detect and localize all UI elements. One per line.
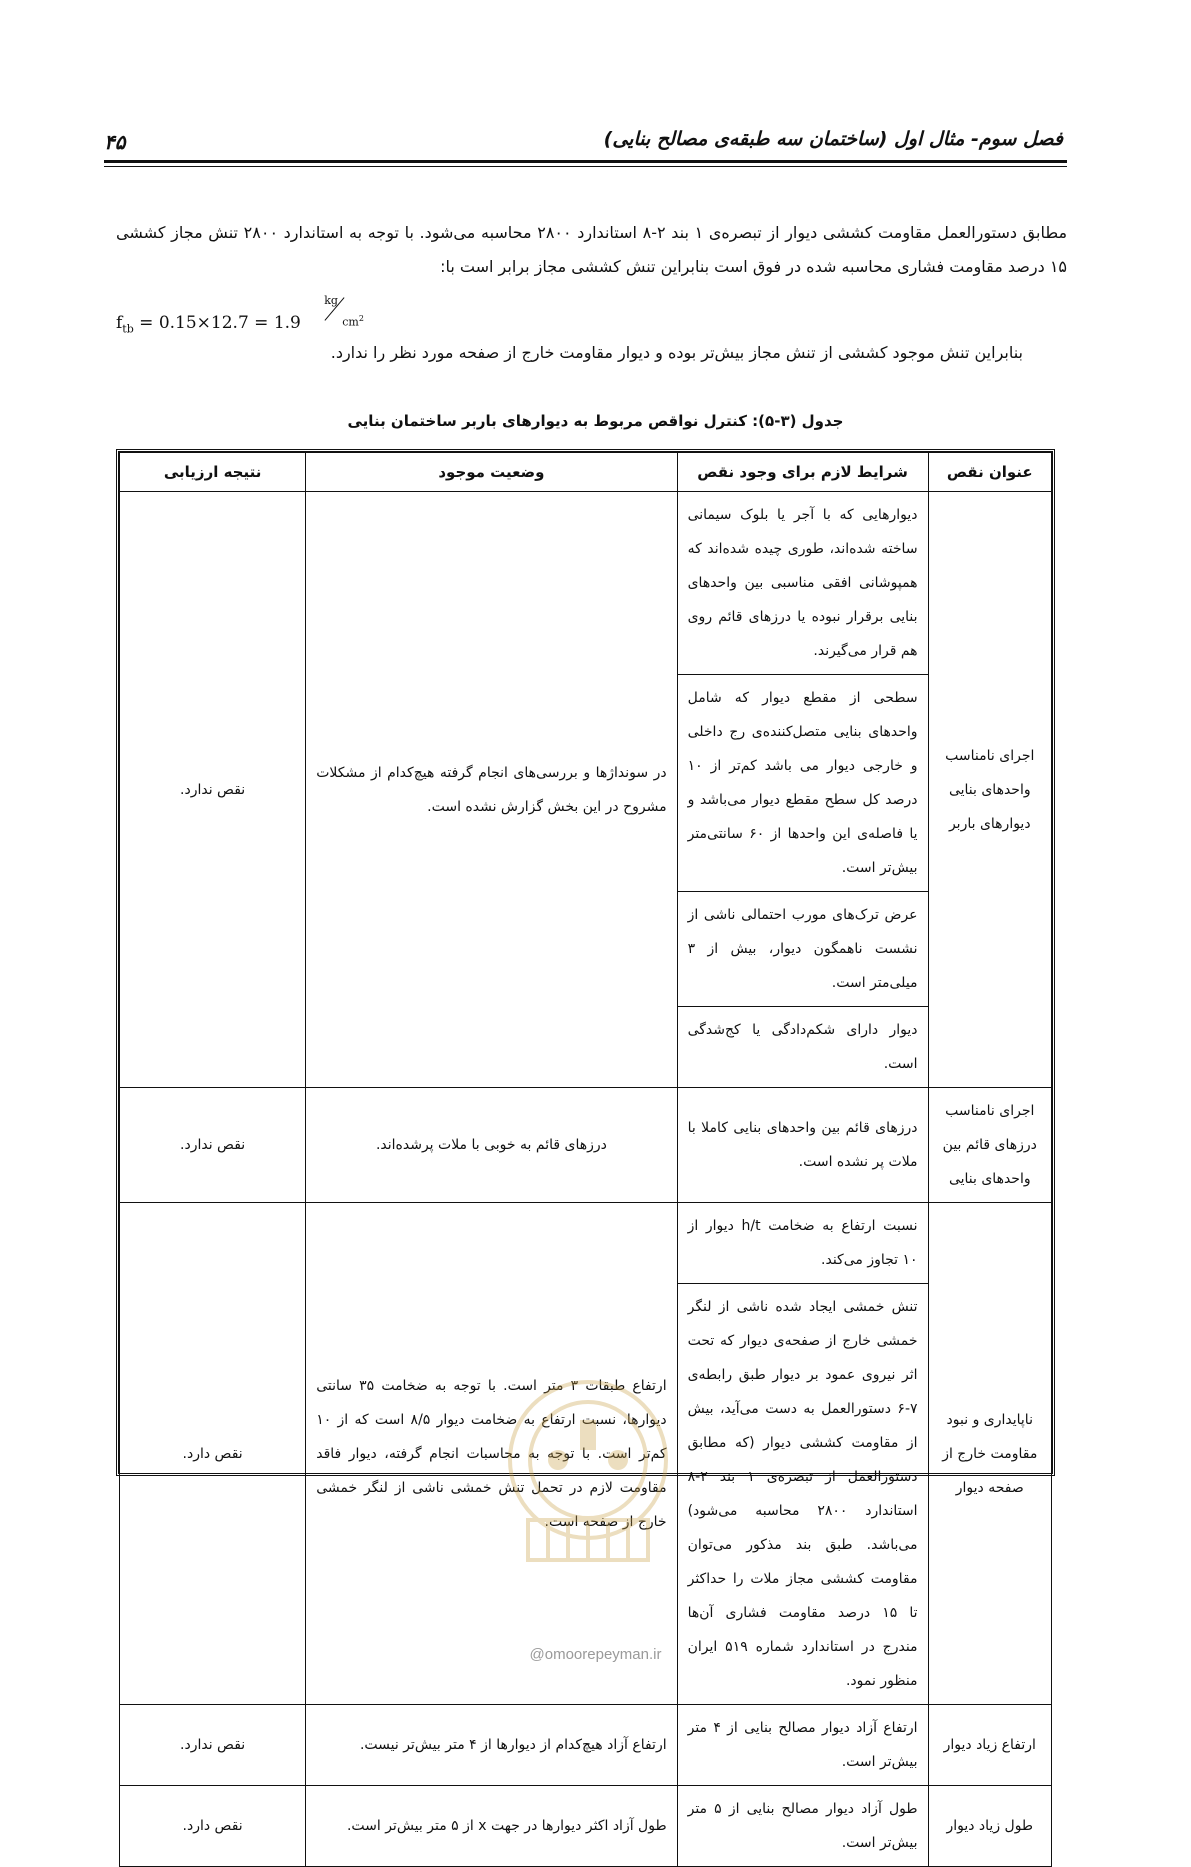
row-conditions: درزهای قائم بین واحدهای بنایی کاملا با ملات پر نشده است. bbox=[677, 1088, 928, 1203]
formula-expression: = 0.15×12.7 = 1.9 bbox=[133, 313, 301, 333]
row-status: ارتفاع آزاد هیچ‌کدام از دیوارها از ۴ متر بیش‌تر نیست. bbox=[306, 1705, 677, 1786]
row-title: ارتفاع زیاد دیوار bbox=[928, 1705, 1051, 1786]
condition-item: تنش خمشی ایجاد شده ناشی از لنگر خمشی خارج از صفحه‌ی دیوار که تحت اثر نیروی عمود بر دیوار طبق رابطه‌ی ۷-۶ دستورالعمل به دست می‌آید، بیش از مقاومت کششی دیوار (که مطابق دستورالعمل از تبصره‌ی ۱ بند ۲-۸ استاندارد ۲۸۰۰ محاسبه می‌شود) می‌باشد. طبق بند مذکور می‌توان مقاومت کششی مجاز ملات را حداکثر تا ۱۵ درصد مقاومت فشاری آن‌ها مندرج در استاندارد شماره ۵۱۹ ایران منظور نمود. bbox=[687, 1299, 918, 1689]
footer-website: @omoorepeyman.ir bbox=[529, 1646, 662, 1663]
row-title: ناپایداری و نبود مقاومت خارج از صفحه دیوار bbox=[928, 1203, 1051, 1705]
row-title: طول زیاد دیوار bbox=[928, 1786, 1051, 1867]
row-status: ارتفاع طبقات ۳ متر است. با توجه به ضخامت ۳۵ سانتی دیوارها، نسبت ارتفاع به ضخامت دیوار ۸/۵ است که از ۱۰ کم‌تر است. با توجه به محاسبات انجام گرفته، دیوار فاقد مقاومت لازم در تحمل تنش خمشی ناشی از لنگر خمشی خارج از صفحه است. bbox=[306, 1203, 677, 1705]
header-rule bbox=[104, 160, 1067, 163]
body-paragraph-1: مطابق دستورالعمل مقاومت کششی دیوار از تبصره‌ی ۱ بند ۲-۸ استاندارد ۲۸۰۰ محاسبه می‌شود. با توجه به استاندارد ۲۸۰۰ تنش مجاز کششی ۱۵ درصد مقاومت فشاری محاسبه شده در فوق است بنابراین تنش کششی مجاز برابر است با: bbox=[116, 223, 1068, 276]
page-number: ۴۵ bbox=[104, 130, 126, 154]
row-result: نقص دارد. bbox=[120, 1786, 306, 1867]
condition-item: دیوار دارای شکم‌دادگی یا کج‌شدگی است. bbox=[687, 1022, 918, 1072]
row-title: اجرای نامناسب درزهای قائم بین واحدهای بنایی bbox=[928, 1088, 1051, 1203]
row-status: درزهای قائم به خوبی با ملات پرشده‌اند. bbox=[306, 1088, 677, 1203]
row-result: نقص ندارد. bbox=[120, 492, 306, 1088]
unit-denominator-exponent: 2 bbox=[358, 314, 364, 323]
header-conditions: شرایط لازم برای وجود نقص bbox=[677, 453, 928, 492]
table-row bbox=[120, 1786, 1052, 1867]
tensile-stress-formula bbox=[116, 294, 366, 336]
unit-numerator: kg bbox=[324, 294, 338, 307]
condition-item: دیوارهایی که با آجر یا بلوک سیمانی ساخته شده‌اند، طوری چیده شده‌اند که همپوشانی افقی مناسبی بین واحدهای بنایی برقرار نبوده یا درزهای قائم روی هم قرار می‌گیرند. bbox=[678, 492, 928, 675]
condition-item: عرض ترک‌های مورب احتمالی ناشی از نشست ناهمگون دیوار، بیش از ۳ میلی‌متر است. bbox=[678, 892, 928, 1007]
table-row bbox=[120, 1088, 1052, 1203]
row-status: طول آزاد اکثر دیوارها در جهت x از ۵ متر بیش‌تر است. bbox=[306, 1786, 677, 1867]
formula-symbol: f bbox=[116, 313, 123, 333]
header-deficiency-title: عنوان نقص bbox=[928, 453, 1051, 492]
table-row bbox=[120, 1705, 1052, 1786]
row-result: نقص دارد. bbox=[120, 1203, 306, 1705]
table-header-row bbox=[120, 453, 1052, 492]
row-conditions bbox=[677, 1203, 928, 1705]
header-current-status: وضعیت موجود bbox=[306, 453, 677, 492]
formula-unit bbox=[322, 294, 366, 330]
unit-denominator bbox=[342, 314, 364, 329]
condition-item: سطحی از مقطع دیوار که شامل واحدهای بنایی متصل‌کننده‌ی رج داخلی و خارجی دیوار می باشد کم‌تر از ۱۰ درصد کل سطح مقطع دیوار می‌باشد و یا فاصله‌ی این واحدها از ۶۰ سانتی‌متر بیش‌تر است. bbox=[678, 675, 928, 892]
watermark-logo-icon bbox=[488, 1320, 688, 1620]
row-status: در سونداژها و بررسی‌های انجام گرفته هیچ‌کدام از مشکلات مشروح در این بخش گزارش نشده است. bbox=[306, 492, 677, 1088]
row-conditions bbox=[677, 492, 928, 1088]
formula-subscript: tb bbox=[122, 322, 134, 336]
header-result: نتیجه ارزیابی bbox=[120, 453, 306, 492]
row-conditions: ارتفاع آزاد دیوار مصالح بنایی از ۴ متر بیش‌تر است. bbox=[677, 1705, 928, 1786]
row-result: نقص ندارد. bbox=[120, 1705, 306, 1786]
table-caption: جدول (۳-۵): کنترل نواقص مربوط به دیوارهای باربر ساختمان بنایی bbox=[347, 412, 844, 430]
condition-item: نسبت ارتفاع به ضخامت h/t دیوار از ۱۰ تجاوز می‌کند. bbox=[678, 1203, 928, 1284]
chapter-header: فصل سوم- مثال اول (ساختمان سه طبقه‌ی مصالح بنایی) bbox=[603, 128, 1063, 150]
body-paragraph-2: بنابراین تنش موجود کششی از تنش مجاز بیش‌تر بوده و دیوار مقاومت خارج از صفحه مورد نظر را ندارد. bbox=[330, 343, 1023, 362]
unit-denominator-base: cm bbox=[342, 315, 359, 329]
table-row bbox=[120, 492, 1052, 1088]
row-result: نقص ندارد. bbox=[120, 1088, 306, 1203]
row-title: اجرای نامناسب واحدهای بنایی دیوارهای باربر bbox=[928, 492, 1051, 1088]
row-conditions: طول آزاد دیوار مصالح بنایی از ۵ متر بیش‌تر است. bbox=[677, 1786, 928, 1867]
header-rule-thin bbox=[104, 166, 1067, 167]
